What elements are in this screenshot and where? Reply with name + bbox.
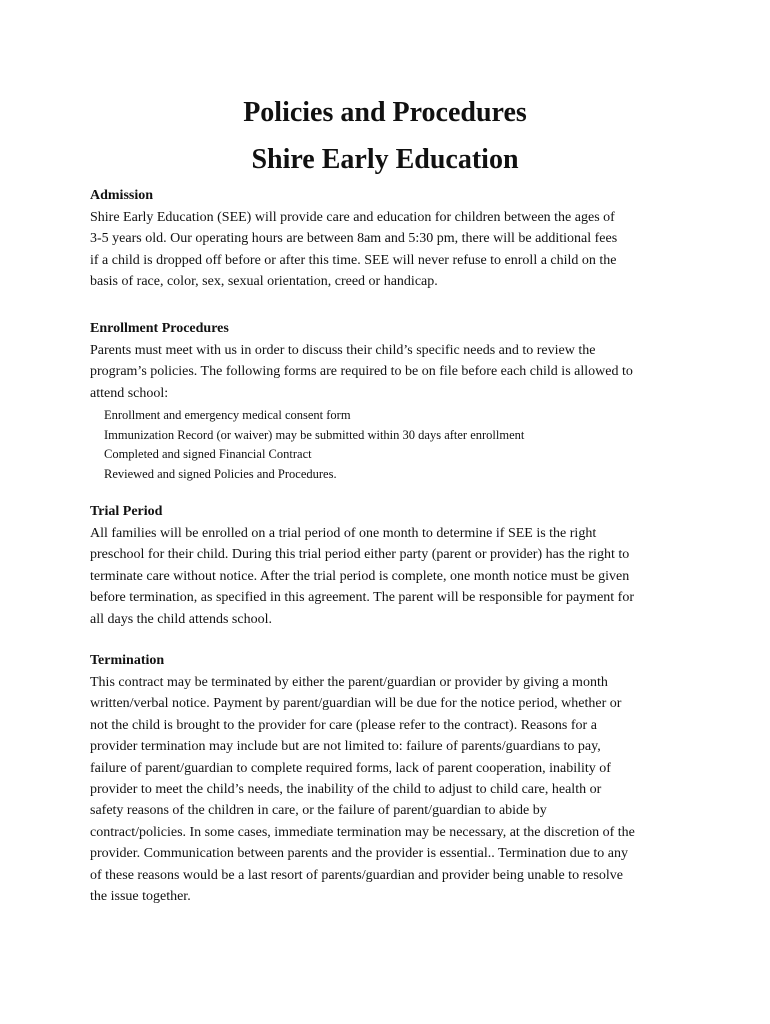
trial-period-paragraph [90,523,690,630]
paragraph-line: terminate care without notice. After the trial period is complete, one month notice must be given [90,568,630,584]
enrollment-heading: Enrollment Procedures [90,321,229,336]
termination-paragraph [90,672,690,907]
paragraph-line: preschool for their child. During this trial period either party (parent or provider) has the right to [90,547,630,563]
trial-period-section [90,502,690,630]
list-item: Completed and signed Financial Contract [104,447,312,462]
paragraph-line: of these reasons would be a last resort of parents/guardian and provider being unable to resolve [90,867,623,883]
paragraph-line: provider. Communication between parents and the provider is essential.. Termination due to any [90,846,629,862]
paragraph-line: All families will be enrolled on a trial period of one month to determine if SEE is the right [90,526,597,541]
paragraph-line: program’s policies. The following forms are required to be on file before each child is allowed to [90,364,633,380]
paragraph-line: Parents must meet with us in order to discuss their child’s specific needs and to review the [90,343,596,358]
termination-section [90,651,690,907]
list-item: Enrollment and emergency medical consent form [104,408,351,423]
paragraph-line: contract/policies. In some cases, immediate termination may be necessary, at the discretion of the [90,824,635,840]
paragraph-line: basis of race, color, sex, sexual orientation, creed or handicap. [90,274,438,290]
required-forms-list [90,406,690,484]
paragraph-line: not the child is brought to the provider for care (please refer to the contract). Reasons for a [90,717,597,733]
document-subtitle: Shire Early Education [251,144,519,175]
paragraph-line: if a child is dropped off before or after this time. SEE will never refuse to enroll a child on the [90,252,617,268]
enrollment-paragraph [90,340,690,404]
paragraph-line: the issue together. [90,889,191,905]
paragraph-line: written/verbal notice. Payment by parent/guardian will be due for the notice period, whether or [90,696,622,712]
paragraph-line: before termination, as specified in this agreement. The parent will be responsible for payment for [90,590,635,606]
admission-heading: Admission [90,188,154,203]
paragraph-line: attend school: [90,385,169,401]
list-item: Immunization Record (or waiver) may be submitted within 30 days after enrollment [104,427,525,442]
termination-heading: Termination [90,653,165,668]
admission-section [90,186,690,293]
paragraph-line: provider to meet the child’s needs, the inability of the child to adjust to child care, health or [90,782,602,798]
paragraph-line: 3-5 years old. Our operating hours are between 8am and 5:30 pm, there will be additional fees [90,231,618,247]
document-title: Policies and Procedures [243,97,527,128]
paragraph-line: provider termination may include but are not limited to: failure of parents/guardians to pay, [90,739,601,755]
paragraph-line: failure of parent/guardian to complete required forms, lack of parent cooperation, inability of [90,760,611,776]
trial-period-heading: Trial Period [90,504,163,519]
paragraph-line: all days the child attends school. [90,611,272,627]
paragraph-line: safety reasons of the children in care, or the failure of parent/guardian to abide by [90,803,547,819]
admission-paragraph [90,207,690,293]
paragraph-line: This contract may be terminated by either the parent/guardian or provider by giving a month [90,675,608,690]
paragraph-line: Shire Early Education (SEE) will provide care and education for children between the ages of [90,210,615,225]
enrollment-section [90,319,690,485]
list-item: Reviewed and signed Policies and Procedures. [104,467,337,481]
